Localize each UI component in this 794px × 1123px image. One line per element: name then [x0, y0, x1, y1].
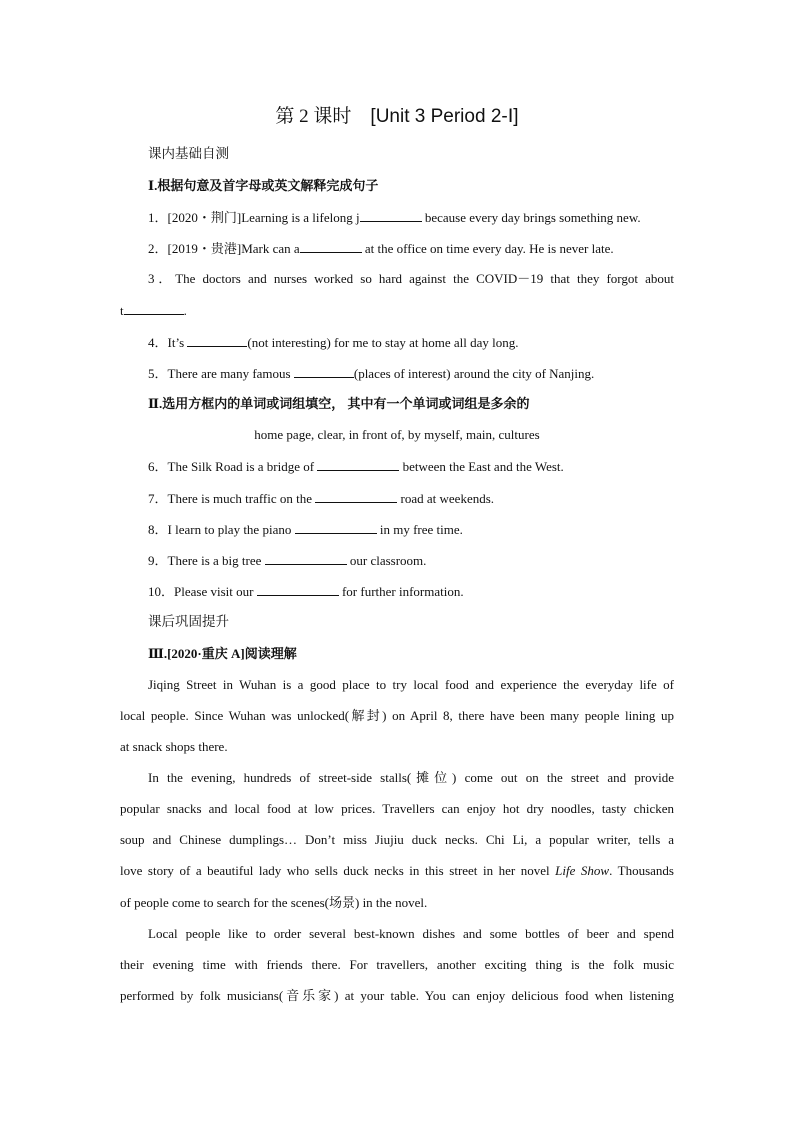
question-3-cont: t .	[120, 303, 187, 318]
section-heading-1: 课内基础自测	[148, 146, 229, 161]
passage-line: In the evening, hundreds of street-side stalls(摊位) come out on the street and provide	[148, 770, 674, 785]
question-5: 5．There are many famous (places of interest) around the city of Nanjing.	[148, 366, 595, 381]
passage-line: Local people like to order several best-known dishes and some bottles of beer and spend	[148, 926, 674, 941]
answer-blank[interactable]	[187, 334, 247, 347]
passage-line: popular snacks and local food at low prices. Travellers can enjoy hot dry noodles, tasty chicken	[120, 801, 674, 816]
novel-title: Life Show	[555, 863, 610, 878]
title-en: [Unit 3 Period 2-Ⅰ]	[370, 106, 519, 127]
passage-line: Jiqing Street in Wuhan is a good place to try local food and experience the everyday life of	[148, 677, 674, 692]
part2-heading: Ⅱ.选用方框内的单词或词组填空， 其中有一个单词或词组是多余的	[148, 396, 530, 411]
part1-heading: Ⅰ.根据句意及首字母或英文解释完成句子	[148, 178, 379, 193]
answer-blank[interactable]	[257, 583, 339, 596]
answer-blank[interactable]	[265, 552, 347, 565]
question-2: 2．[2019・贵港]Mark can a at the office on time every day. He is never late.	[148, 241, 614, 256]
answer-blank[interactable]	[360, 209, 422, 222]
passage-line: performed by folk musicians(音乐家) at your table. You can enjoy delicious food when listening	[120, 988, 674, 1003]
page-title	[0, 104, 794, 130]
section-heading-2: 课后巩固提升	[148, 614, 229, 629]
answer-blank[interactable]	[295, 521, 377, 534]
passage-line: of people come to search for the scenes(场景) in the novel.	[120, 895, 428, 910]
answer-blank[interactable]	[300, 240, 362, 253]
question-9: 9．There is a big tree our classroom.	[148, 553, 427, 568]
part3-heading: Ⅲ.[2020·重庆 A]阅读理解	[148, 646, 297, 661]
question-10: 10．Please visit our for further information.	[148, 584, 464, 599]
question-6: 6．The Silk Road is a bridge of between the East and the West.	[148, 459, 564, 474]
passage-line: love story of a beautiful lady who sells duck necks in this street in her novel Life Show. Thousands	[120, 863, 674, 878]
answer-blank[interactable]	[315, 490, 397, 503]
passage-line: soup and Chinese dumplings… Don’t miss Jiujiu duck necks. Chi Li, a popular writer, tells a	[120, 832, 674, 847]
question-7: 7．There is much traffic on the road at weekends.	[148, 491, 495, 506]
title-cn: 第 2 课时	[275, 106, 352, 127]
question-8: 8．I learn to play the piano in my free time.	[148, 522, 463, 537]
passage-line: local people. Since Wuhan was unlocked(解封) on April 8, there have been many people lining up	[120, 708, 674, 723]
answer-blank[interactable]	[124, 302, 184, 315]
question-1: 1．[2020・荆门]Learning is a lifelong j because every day brings something new.	[148, 210, 641, 225]
passage-line: at snack shops there.	[120, 739, 228, 754]
word-bank: home page, clear, in front of, by myself, main, cultures	[254, 427, 540, 442]
question-3: 3．The doctors and nurses worked so hard against the COVID－19 that they forgot about	[148, 271, 674, 286]
question-4: 4．It’s (not interesting) for me to stay at home all day long.	[148, 335, 519, 350]
answer-blank[interactable]	[294, 365, 354, 378]
passage-line: their evening time with friends there. For travellers, another exciting thing is the folk music	[120, 957, 674, 972]
answer-blank[interactable]	[317, 458, 399, 471]
